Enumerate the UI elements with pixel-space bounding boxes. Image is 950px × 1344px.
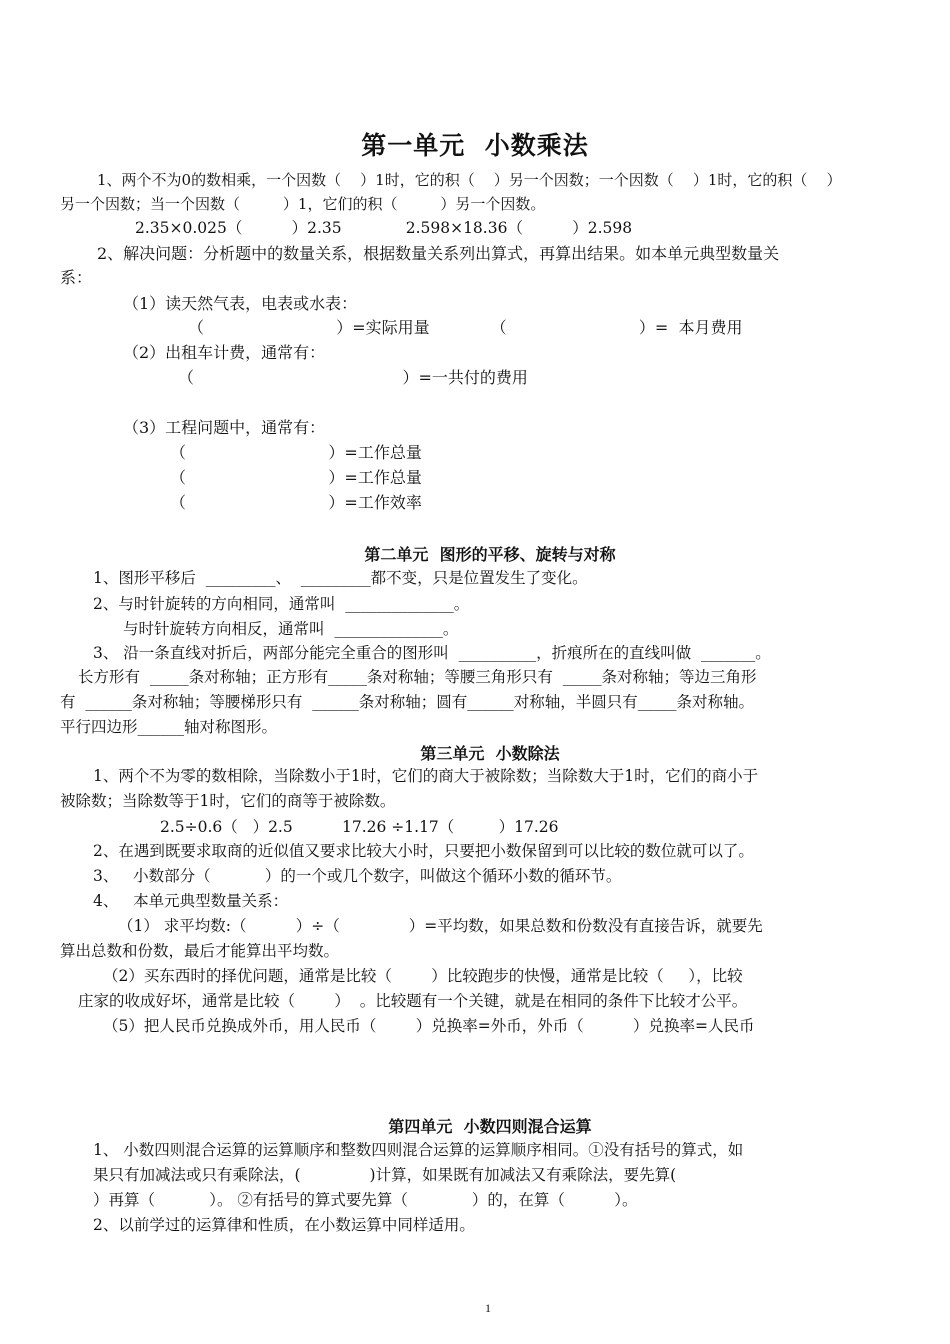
unit1-line: （ ）=实际用量 （ ）= 本月费用	[188, 318, 743, 337]
unit1-line: 另一个因数；当一个因数（ ）1，它们的积（ ）另一个因数。	[60, 195, 546, 213]
unit1-line: （ ）=工作效率	[170, 493, 422, 512]
unit3-line: 被除数；当除数等于1时，它们的商等于被除数。	[60, 792, 396, 810]
unit2-line: 1、图形平移后 _________、 _________都不变，只是位置发生了变化。	[93, 569, 588, 587]
unit2-line: 有 ______条对称轴；等腰梯形只有 ______条对称轴；圆有______对称轴，半圆只有_____条对称轴。	[60, 693, 754, 711]
unit2-line: 长方形有 _____条对称轴；正方形有_____条对称轴；等腰三角形只有 _____条对称轴；等边三角形	[78, 668, 757, 686]
unit3-line: （1） 求平均数:（ ）÷（ ）=平均数，如果总数和份数没有直接告诉，就要先	[118, 917, 763, 935]
unit3-line: 4、 本单元典型数量关系：	[93, 892, 289, 910]
unit1-line: （ ）=一共付的费用	[178, 368, 528, 387]
unit4-line: 1、 小数四则混合运算的运算顺序和整数四则混合运算的运算顺序相同。①没有括号的算式，如	[93, 1141, 744, 1159]
unit3-line: 2.5÷0.6（ ）2.5 17.26 ÷1.17（ ）17.26	[160, 818, 559, 836]
unit3-line: 庄家的收成好坏，通常是比较（ ） 。比较题有一个关键，就是在相同的条件下比较才公平。	[78, 992, 748, 1010]
unit4-line: 2、以前学过的运算律和性质，在小数运算中同样适用。	[93, 1216, 475, 1234]
page-number: 1	[485, 1301, 491, 1315]
unit2-line: 2、与时针旋转的方向相同，通常叫 ______________。	[93, 595, 470, 613]
unit3-title: 第三单元 小数除法	[420, 744, 560, 763]
unit3-line: 1、两个不为零的数相除，当除数小于1时，它们的商大于被除数；当除数大于1时，它们的商小于	[93, 767, 759, 785]
unit3-line: （2）买东西时的择优问题，通常是比较（ ）比较跑步的快慢，通常是比较（ ），比较	[103, 967, 743, 985]
unit3-line: （5）把人民币兑换成外币，用人民币（ ）兑换率=外币，外币（ ）兑换率=人民币	[103, 1017, 755, 1035]
unit3-line: 3、 小数部分（ ）的一个或几个数字，叫做这个循环小数的循环节。	[93, 867, 622, 885]
unit1-line: （1）读天然气表，电表或水表：	[123, 294, 358, 313]
unit1-line: 系：	[60, 268, 93, 287]
unit3-line: 算出总数和份数，最后才能算出平均数。	[60, 942, 340, 960]
unit2-line: 与时针旋转方向相反，通常叫 ______________。	[123, 620, 459, 638]
unit1-line: 2、解决问题：分析题中的数量关系，根据数量关系列出算式，再算出结果。如本单元典型数量关	[97, 244, 780, 263]
unit1-title: 第一单元 小数乘法	[361, 131, 589, 160]
unit1-line: 1、两个不为0的数相乘，一个因数（ ）1时，它的积（ ）另一个因数；一个因数（ ）1时，它的积（ ）	[97, 171, 842, 189]
unit2-line: 平行四边形______轴对称图形。	[60, 718, 278, 736]
unit3-line: 2、在遇到既要求取商的近似值又要求比较大小时，只要把小数保留到可以比较的数位就可以了。	[93, 842, 754, 860]
unit1-line: （ ）=工作总量	[170, 443, 422, 462]
unit4-line: 果只有加减法或只有乘除法，( )计算，如果既有加减法又有乘除法，要先算(	[93, 1166, 677, 1184]
unit2-title: 第二单元 图形的平移、旋转与对称	[364, 545, 616, 564]
unit4-title: 第四单元 小数四则混合运算	[388, 1117, 592, 1136]
unit4-line: ）再算（ ）。 ②有括号的算式要先算（ ）的，在算（ ）。	[93, 1191, 638, 1209]
unit1-line: 2.35×0.025（ ）2.35 2.598×18.36（ ）2.598	[135, 219, 633, 237]
unit1-line: （ ）=工作总量	[170, 468, 422, 487]
unit1-line: （2）出租车计费，通常有：	[123, 343, 326, 362]
unit1-line: （3）工程问题中，通常有：	[123, 418, 326, 437]
unit2-line: 3、 沿一条直线对折后，两部分能完全重合的图形叫 __________，折痕所在的直线叫做 _______。	[93, 644, 771, 662]
